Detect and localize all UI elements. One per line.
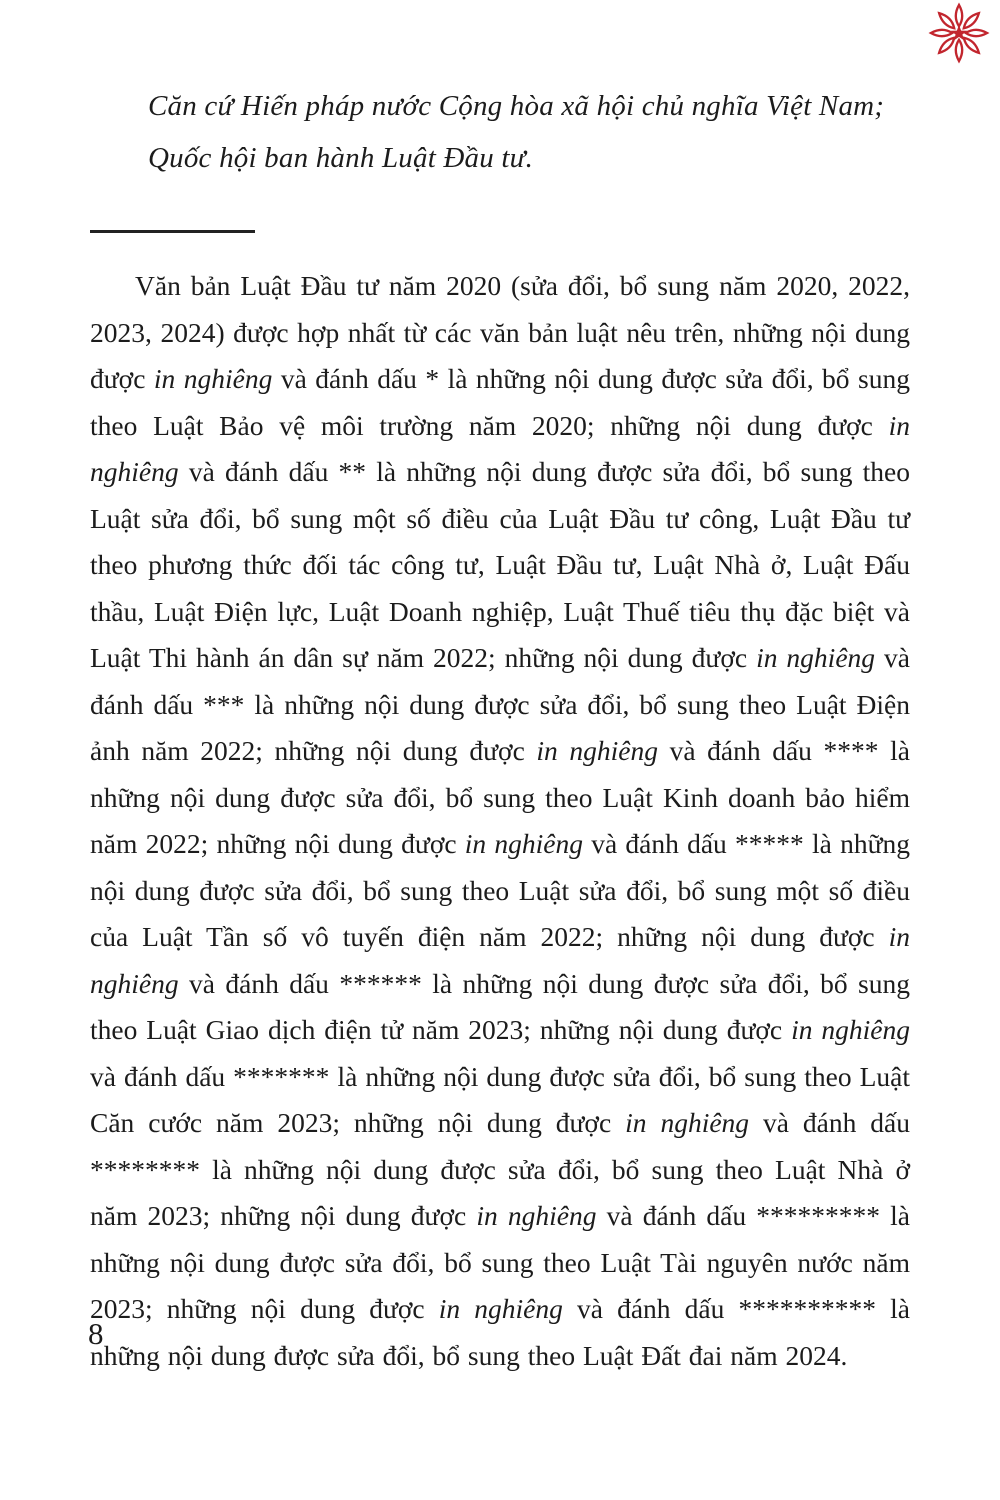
page-number: 8 [88, 1316, 104, 1351]
publisher-logo [928, 2, 990, 64]
preamble-line-constitution: Căn cứ Hiến pháp nước Cộng hòa xã hội chủ nghĩa Việt Nam; [148, 90, 885, 122]
consolidation-note-paragraph: Văn bản Luật Đầu tư năm 2020 (sửa đổi, bổ sung năm 2020, 2022, 2023, 2024) được hợp nhất từ các văn bản luật nêu trên, những nội dung được in nghiêng và đánh dấu * là những nội dung được sửa đổi, bổ sung theo Luật Bảo vệ môi trường năm 2020; những nội dung được in nghiêng và đánh dấu ** là những nội dung được sửa đổi, bổ sung theo Luật sửa đổi, bổ sung một số điều của Luật Đầu tư công, Luật Đầu tư theo phương thức đối tác công tư, Luật Đầu tư, Luật Nhà ở, Luật Đấu thầu, Luật Điện lực, Luật Doanh nghiệp, Luật Thuế tiêu thụ đặc biệt và Luật Thi hành án dân sự năm 2022; những nội dung được in nghiêng và đánh dấu *** là những nội dung được sửa đổi, bổ sung theo Luật Điện ảnh năm 2022; những nội dung được in nghiêng và đánh dấu **** là những nội dung được sửa đổi, bổ sung theo Luật Kinh doanh bảo hiểm năm 2022; những nội dung được in nghiêng và đánh dấu ***** là những nội dung được sửa đổi, bổ sung theo Luật sửa đổi, bổ sung một số điều của Luật Tần số vô tuyến điện năm 2022; những nội dung được in nghiêng và đánh dấu ****** là những nội dung được sửa đổi, bổ sung theo Luật Giao dịch điện tử năm 2023; những nội dung được in nghiêng và đánh dấu ******* là những nội dung được sửa đổi, bổ sung theo Luật Căn cước năm 2023; những nội dung được in nghiêng và đánh dấu ******** là những nội dung được sửa đổi, bổ sung theo Luật Nhà ở năm 2023; những nội dung được in nghiêng và đánh dấu ********* là những nội dung được sửa đổi, bổ sung theo Luật Tài nguyên nước năm 2023; những nội dung được in nghiêng và đánh dấu ********** là những nội dung được sửa đổi, bổ sung theo Luật Đất đai năm 2024. [90, 270, 911, 1371]
preamble-line-enactment: Quốc hội ban hành Luật Đầu tư. [148, 142, 534, 174]
publisher-emblem-icon [928, 2, 990, 64]
preamble [90, 0, 910, 184]
section-divider [90, 230, 255, 233]
